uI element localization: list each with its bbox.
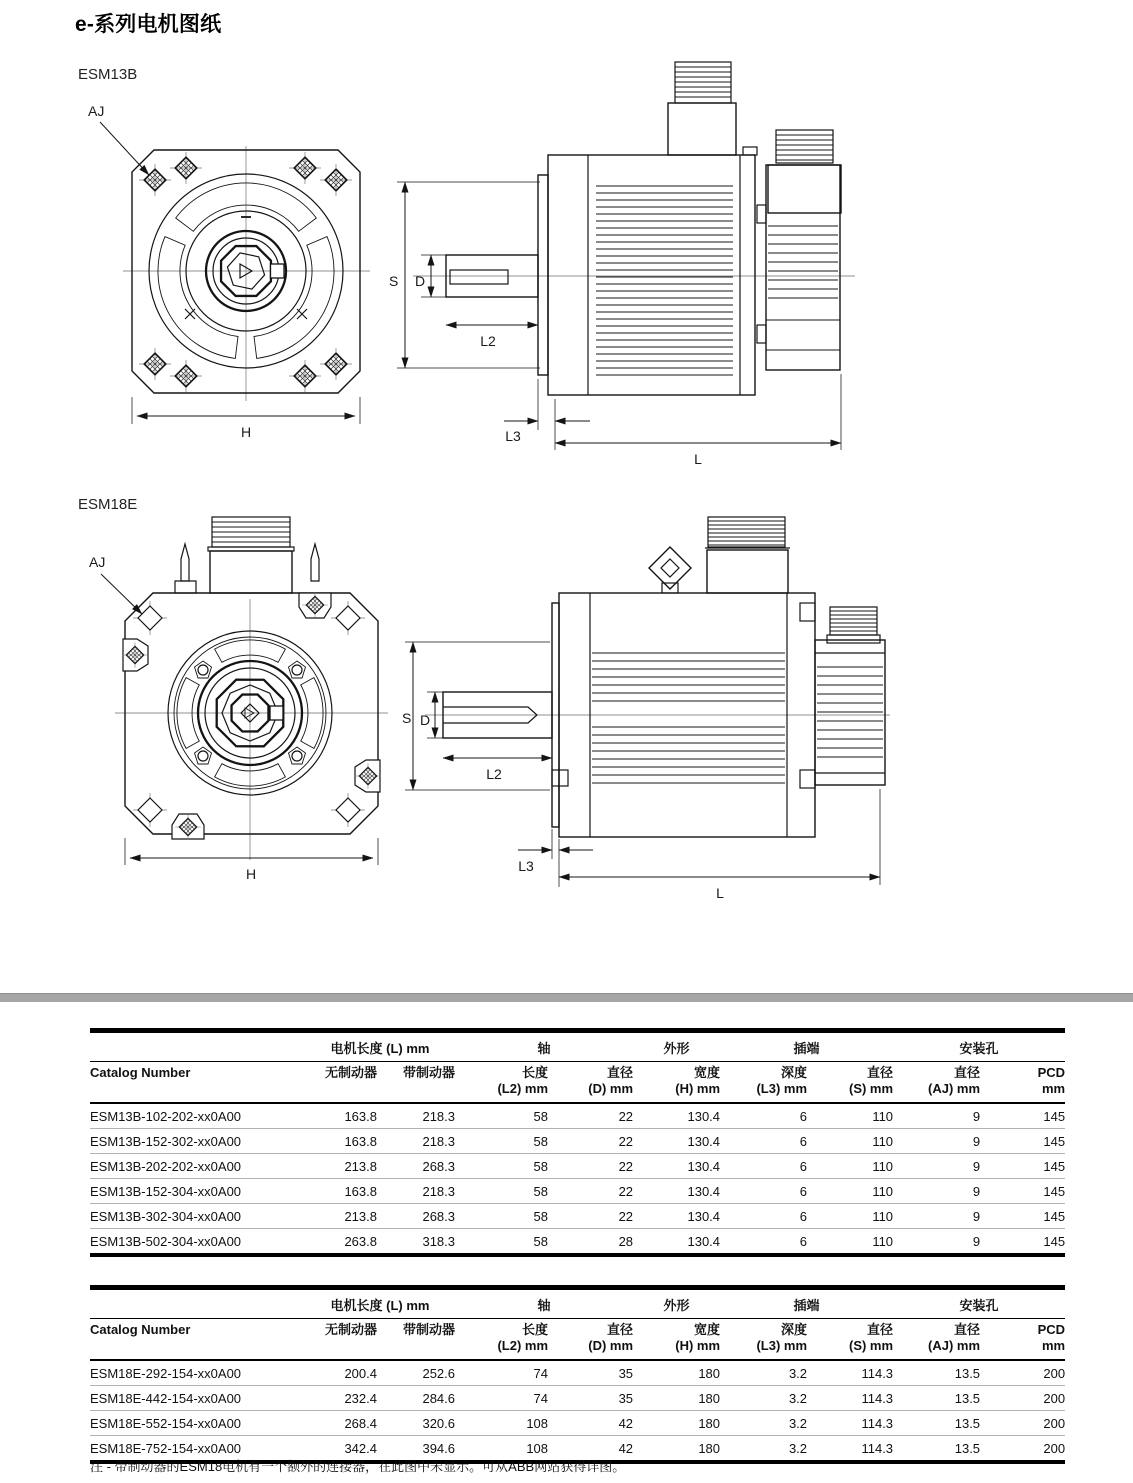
value-cell: 110 [807,1129,893,1154]
table-row [90,1411,1065,1436]
value-cell: 58 [533,1109,549,1124]
value-cell: 110 [807,1204,893,1229]
value-cell: 145 [980,1129,1065,1154]
value-cell: 13.5 [893,1411,980,1436]
motor-body [548,155,755,395]
value-cell: 145 [980,1204,1065,1229]
value-cell: 218.3 [377,1179,455,1204]
alignment-pin [181,544,189,581]
value-cell: 3.2 [788,1366,808,1381]
group-header: 轴 [455,1031,633,1062]
column-header [90,1319,305,1361]
body-lug [552,770,568,786]
value-cell: 9 [893,1229,980,1256]
mounting-hole-icon [133,793,167,827]
column-header-label: 直径 [867,1322,894,1337]
value-cell: 9 [893,1154,980,1179]
value-cell: 13.5 [893,1386,980,1411]
value-cell: 145 [980,1179,1065,1204]
aj-callout-arrow [100,122,149,175]
value-cell: 213.8 [305,1154,377,1179]
figure-label-esm18e: ESM18E [78,496,138,513]
value-cell: 22 [618,1109,634,1124]
esm18e-spec-table [90,1285,1065,1464]
cooling-fins [596,186,733,375]
column-header-unit: (S) mm [848,1081,894,1096]
value-cell: 6 [720,1154,807,1179]
column-header [807,1319,893,1361]
housing-tab [800,770,815,788]
value-cell: 58 [455,1204,548,1229]
column-header-label: 直径 [607,1322,634,1337]
group-header: 外形 [633,1031,720,1062]
column-header-unit: (L3) mm [756,1338,808,1353]
mounting-hole-icon [320,164,352,196]
value-cell: 6 [720,1204,807,1229]
column-header-unit: (H) mm [675,1081,721,1096]
column-header [893,1062,980,1104]
alignment-pin [311,544,319,581]
dim-label-d: D [420,712,431,728]
dim-label-l3: L3 [505,428,521,444]
table-row [90,1386,1065,1411]
table-row [90,1204,1065,1229]
column-header-label: 直径 [607,1065,634,1080]
dim-label-s: S [402,710,412,726]
housing-fins [817,667,883,757]
column-header-unit: (S) mm [848,1338,894,1353]
table-row [90,1360,1065,1386]
mounting-hole-icon [331,601,365,635]
column-header-label: PCD [1037,1322,1066,1337]
dim-label-l2: L2 [480,333,496,349]
table-row [90,1229,1065,1256]
eyebolt-hole [661,559,679,577]
group-header: 安装孔 [893,1031,1065,1062]
value-cell: 9 [893,1204,980,1229]
column-header-label: PCD [1037,1065,1066,1080]
column-header [548,1319,633,1361]
value-cell: 108 [455,1436,548,1463]
group-header: 电机长度 (L) mm [305,1288,455,1319]
aj-callout-arrow [101,574,142,614]
catalog-number-cell: ESM18E-752-154-xx0A00 [90,1436,305,1463]
value-cell: 130.4 [633,1229,720,1256]
value-cell: 110 [807,1179,893,1204]
housing-tab [757,325,766,343]
column-header-label: 长度 [522,1065,549,1080]
value-cell: 22 [548,1179,633,1204]
column-header [305,1062,377,1104]
value-cell: 130.4 [633,1129,720,1154]
column-header [633,1319,720,1361]
column-header [548,1062,633,1104]
mounting-hole-icon [170,152,202,184]
value-cell: 6 [720,1229,807,1256]
column-header [893,1319,980,1361]
value-cell: 163.8 [344,1109,377,1124]
column-header-label: 宽度 [694,1065,721,1080]
housing-lines [766,320,840,350]
footnote: 注 - 带制动器的ESM18电机有一个额外的连接器，在此图中未显示。可从ABB网站获得详图。 [90,1459,626,1474]
column-header [980,1062,1065,1104]
housing-tab [800,603,815,621]
value-cell: 58 [455,1129,548,1154]
mounting-tab [299,592,331,618]
value-cell: 268.3 [377,1154,455,1179]
mounting-tab [355,760,381,792]
mounting-hole-icon [139,348,171,380]
connector-base [210,551,292,593]
value-cell: 22 [548,1204,633,1229]
value-cell: 394.6 [377,1436,455,1463]
value-cell: 342.4 [305,1436,377,1463]
value-cell: 28 [548,1229,633,1256]
housing-lines [815,653,885,773]
value-cell: 9 [893,1179,980,1204]
column-header-unit: (D) mm [588,1338,634,1353]
group-header: 安装孔 [893,1288,1065,1319]
catalog-number-cell: ESM13B-302-304-xx0A00 [90,1204,305,1229]
value-cell: 252.6 [422,1366,456,1381]
value-cell: 114.3 [807,1411,893,1436]
value-cell: 163.8 [305,1129,377,1154]
table-row [90,1129,1065,1154]
column-header-label: 直径 [867,1065,894,1080]
catalog-number-cell: ESM13B-502-304-xx0A00 [90,1229,305,1256]
group-header: 插端 [720,1288,893,1319]
group-header: 插端 [720,1031,893,1062]
value-cell: 58 [455,1229,548,1256]
group-header: 轴 [455,1288,633,1319]
value-cell: 3.2 [720,1386,807,1411]
value-cell: 213.8 [305,1204,377,1229]
connector-threads [776,135,833,160]
value-cell: 145 [980,1229,1065,1256]
catalog-number-cell: ESM18E-292-154-xx0A00 [90,1366,242,1381]
screw-hole-icon [195,661,212,678]
connector-base [668,103,736,155]
value-cell: 114.3 [807,1436,893,1463]
column-header-unit: (L3) mm [756,1081,808,1096]
value-cell: 6 [720,1179,807,1204]
value-cell: 110 [872,1109,894,1124]
table-row [90,1103,1065,1129]
group-header [90,1031,305,1062]
mounting-tab [172,814,204,840]
value-cell: 218.3 [422,1109,456,1124]
esm13b-spec-table [90,1028,1065,1257]
dim-label-l3: L3 [518,858,534,874]
value-cell: 110 [807,1229,893,1256]
column-header-label: 带制动器 [403,1065,456,1080]
group-header: 电机长度 (L) mm [305,1031,455,1062]
column-header-label: 直径 [954,1065,981,1080]
catalog-number-cell: ESM18E-442-154-xx0A00 [90,1386,305,1411]
value-cell: 110 [807,1154,893,1179]
cross-mark [185,309,195,319]
value-cell: 58 [455,1154,548,1179]
connector-threads [675,67,731,97]
value-cell: 22 [548,1154,633,1179]
connector-base [707,550,788,593]
column-header-label: 宽度 [694,1322,721,1337]
value-cell: 42 [548,1411,633,1436]
catalog-number-cell: ESM13B-202-202-xx0A00 [90,1154,305,1179]
value-cell: 3.2 [720,1411,807,1436]
value-cell: 3.2 [720,1436,807,1463]
value-cell: 200 [980,1411,1065,1436]
eyebolt-base [662,583,678,593]
column-header-label: Catalog Number [90,1322,191,1337]
dim-label-aj: AJ [89,554,106,570]
value-cell: 180 [633,1436,720,1463]
column-header [807,1062,893,1104]
value-cell: 180 [698,1366,721,1381]
encoder-housing [766,165,840,370]
table-row [90,1179,1065,1204]
housing-tab [757,205,766,223]
connector-base [768,165,841,213]
value-cell: 6 [720,1129,807,1154]
screw-hole-icon [289,747,306,764]
mounting-hole-icon [289,360,321,392]
keyway [271,264,285,278]
esm13b-front-view-drawing [85,96,395,464]
value-cell: 42 [548,1436,633,1463]
value-cell: 200 [1043,1366,1066,1381]
column-header [720,1062,807,1104]
value-cell: 130.4 [687,1109,721,1124]
value-cell: 35 [618,1366,634,1381]
dim-label-d: D [415,273,426,289]
keyway [270,706,283,720]
value-cell: 74 [533,1366,549,1381]
connector [708,517,785,547]
dim-label-l2: L2 [486,766,502,782]
group-header: 外形 [633,1288,720,1319]
value-cell: 200.4 [344,1366,377,1381]
column-header-unit: (L2) mm [497,1338,549,1353]
column-header-label: 无制动器 [324,1322,377,1337]
value-cell: 163.8 [305,1179,377,1204]
value-cell: 58 [455,1179,548,1204]
body-lug [743,147,757,155]
column-header-label: 深度 [781,1065,808,1080]
mounting-flange [125,593,378,834]
value-cell: 9 [972,1109,981,1124]
dim-label-aj: AJ [88,103,105,119]
column-header [377,1319,455,1361]
screw-hole-icon [289,661,306,678]
catalog-number-cell: ESM13B-152-302-xx0A00 [90,1129,305,1154]
shaft-keyway [450,270,508,284]
connector-threads [830,611,877,631]
column-header [980,1319,1065,1361]
esm18e-side-view-drawing [400,495,895,915]
column-header [633,1062,720,1104]
column-header [720,1319,807,1361]
column-header [455,1062,548,1104]
section-divider [0,993,1133,1002]
mounting-tab [122,639,148,671]
mounting-hole-icon [331,793,365,827]
column-header-unit: mm [1041,1338,1066,1353]
column-header-unit: (L2) mm [497,1081,549,1096]
esm18e-front-view-drawing [85,515,405,893]
dim-label-l: L [694,451,702,467]
value-cell: 145 [980,1154,1065,1179]
figure-label-esm13b: ESM13B [78,66,138,83]
value-cell: 13.5 [893,1436,980,1463]
value-cell: 318.3 [377,1229,455,1256]
value-cell: 145 [1043,1109,1066,1124]
value-cell: 13.5 [954,1366,981,1381]
value-cell: 9 [893,1129,980,1154]
column-header-unit: (D) mm [588,1081,634,1096]
column-header-unit: mm [1041,1081,1066,1096]
column-header [455,1319,548,1361]
value-cell: 200 [980,1436,1065,1463]
column-header-label: Catalog Number [90,1065,191,1080]
housing-fins [768,226,838,298]
catalog-number-cell: ESM13B-102-202-xx0A00 [90,1109,242,1124]
connector-collar [827,635,880,643]
value-cell: 200 [980,1386,1065,1411]
value-cell: 108 [455,1411,548,1436]
group-header [90,1288,305,1319]
column-header-label: 带制动器 [403,1322,456,1337]
value-cell: 114.3 [807,1386,893,1411]
column-header-label: 长度 [522,1322,549,1337]
column-header-unit: (AJ) mm [928,1081,981,1096]
value-cell: 218.3 [377,1129,455,1154]
catalog-number-cell: ESM18E-552-154-xx0A00 [90,1411,305,1436]
esm13b-side-view-drawing [383,58,861,473]
dim-label-l: L [716,885,724,901]
value-cell: 74 [455,1386,548,1411]
column-header-label: 直径 [954,1322,981,1337]
value-cell: 232.4 [305,1386,377,1411]
value-cell: 180 [633,1411,720,1436]
screw-hole-icon [195,747,212,764]
dim-label-h: H [240,424,252,440]
column-header-unit: (H) mm [675,1338,721,1353]
dim-label-s: S [389,273,399,289]
flange-lip [538,175,548,375]
value-cell: 6 [799,1109,808,1124]
value-cell: 263.8 [305,1229,377,1256]
pin-base [175,581,196,593]
value-cell: 22 [548,1129,633,1154]
value-cell: 114.3 [861,1366,894,1381]
mounting-hole-icon [170,360,202,392]
value-cell: 35 [548,1386,633,1411]
value-cell: 284.6 [377,1386,455,1411]
value-cell: 180 [633,1386,720,1411]
table-row [90,1154,1065,1179]
value-cell: 130.4 [633,1154,720,1179]
value-cell: 130.4 [633,1179,720,1204]
mounting-hole-icon [320,348,352,380]
page-title: e-系列电机图纸 [75,13,222,36]
encoder-housing [815,640,885,785]
cross-mark [297,309,307,319]
dim-label-h: H [245,866,257,882]
mounting-hole-icon [133,601,167,635]
column-header-label: 深度 [781,1322,808,1337]
value-cell: 320.6 [377,1411,455,1436]
value-cell: 268.3 [377,1204,455,1229]
column-header [90,1062,305,1104]
column-header [377,1062,455,1104]
connector-threads [708,521,785,545]
catalog-number-cell: ESM13B-152-304-xx0A00 [90,1179,305,1204]
column-header-unit: (AJ) mm [928,1338,981,1353]
cooling-fins [592,653,785,783]
value-cell: 268.4 [305,1411,377,1436]
connector-threads [212,522,290,542]
mounting-hole-icon [289,152,321,184]
column-header-label: 无制动器 [324,1065,377,1080]
value-cell: 130.4 [633,1204,720,1229]
column-header [305,1319,377,1361]
